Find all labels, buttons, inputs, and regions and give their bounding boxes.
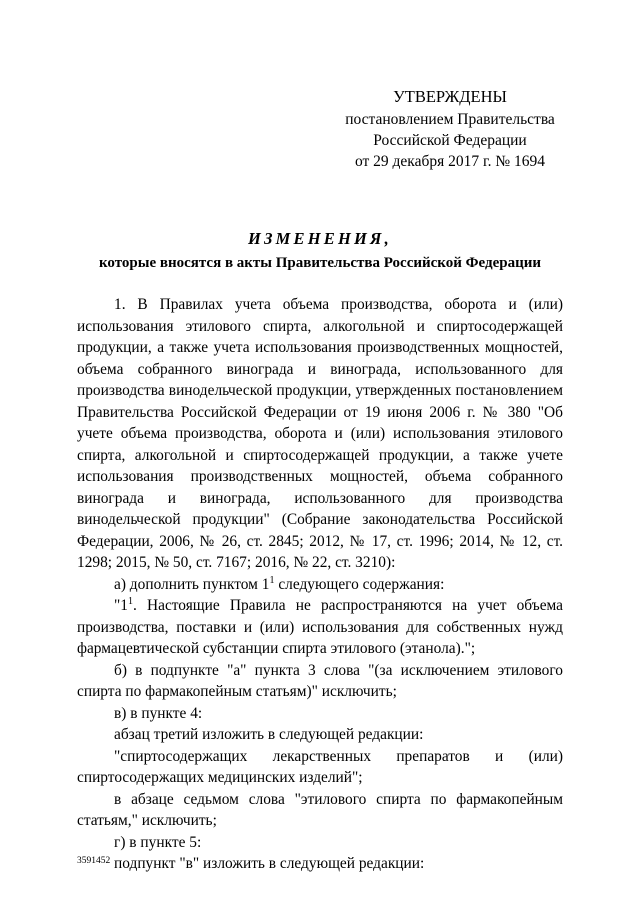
approval-heading: УТВЕРЖДЕНЫ bbox=[393, 87, 507, 106]
paragraph-7: "спиртосодержащих лекарственных препаратов и (или) спиртосодержащих медицинских изделий"; bbox=[77, 747, 563, 786]
document-title: ИЗМЕНЕНИЯ, bbox=[248, 229, 392, 248]
paragraph-1: 1. В Правилах учета объема производства, оборота и (или) использования этилового спирта, алкогольной и спиртосодержащей продукции, а также учета использования производственных мощностей, объема собранного винограда и винограда, использованного для производства винодельческой продукции, утвержденных постановлением Правительства Российской Федерации от 19 июня 2006 г. № 380 "Об учете объема производства, оборота и (или) использования этилового спирта, алкогольной и спиртосодержащей продукции, а также учете использования производственных мощностей, объема собранного винограда и винограда, использованного для производства винодельческой продукции" (Собрание законодательства Российской Федерации, 2006, № 26, ст. 2845; 2012, № 17, ст. 1996; 2014, № 12, ст. 1298; 2015, № 50, ст. 7167; 2016, № 22, ст. 3210): bbox=[77, 296, 563, 571]
document-subtitle: которые вносятся в акты Правительства Российской Федерации bbox=[98, 255, 542, 271]
paragraph-10: подпункт "в" изложить в следующей редакции: bbox=[114, 855, 425, 872]
paragraph-6: абзац третий изложить в следующей редакции: bbox=[114, 726, 424, 743]
approval-stamp bbox=[330, 86, 570, 172]
paragraph-4: б) в подпункте "а" пункта 3 слова "(за исключением этилового спирта по фармакопейным статьям)" исключить; bbox=[77, 661, 563, 700]
paragraph-3-text-start: "1 bbox=[114, 597, 128, 614]
superscript: 1 bbox=[269, 574, 275, 586]
approval-line-2: Российской Федерации bbox=[373, 132, 527, 149]
approval-line-1: постановлением Правительства bbox=[345, 111, 555, 128]
paragraph-2-text-start: а) дополнить пунктом 1 bbox=[114, 575, 270, 593]
paragraph-3 bbox=[77, 595, 563, 660]
paragraph-5: в) в пункте 4: bbox=[114, 704, 203, 722]
document-id: 3591452 bbox=[77, 856, 111, 866]
paragraph-8: в абзаце седьмом слова "этилового спирта по фармакопейным статьям," исключить; bbox=[77, 790, 563, 829]
approval-line-3: от 29 декабря 2017 г. № 1694 bbox=[354, 153, 546, 170]
paragraph-2-text-end: следующего содержания: bbox=[274, 575, 445, 593]
superscript: 1 bbox=[127, 596, 133, 607]
paragraph-9: г) в пункте 5: bbox=[114, 833, 202, 851]
paragraph-2 bbox=[77, 574, 563, 596]
paragraph-3-text-end: . Настоящие Правила не распространяются на учет объема производства, поставки и (или) использования для собственных нужд фармацевтической субстанции спирта этилового (этанола)."; bbox=[77, 597, 563, 657]
document-body bbox=[77, 294, 563, 875]
